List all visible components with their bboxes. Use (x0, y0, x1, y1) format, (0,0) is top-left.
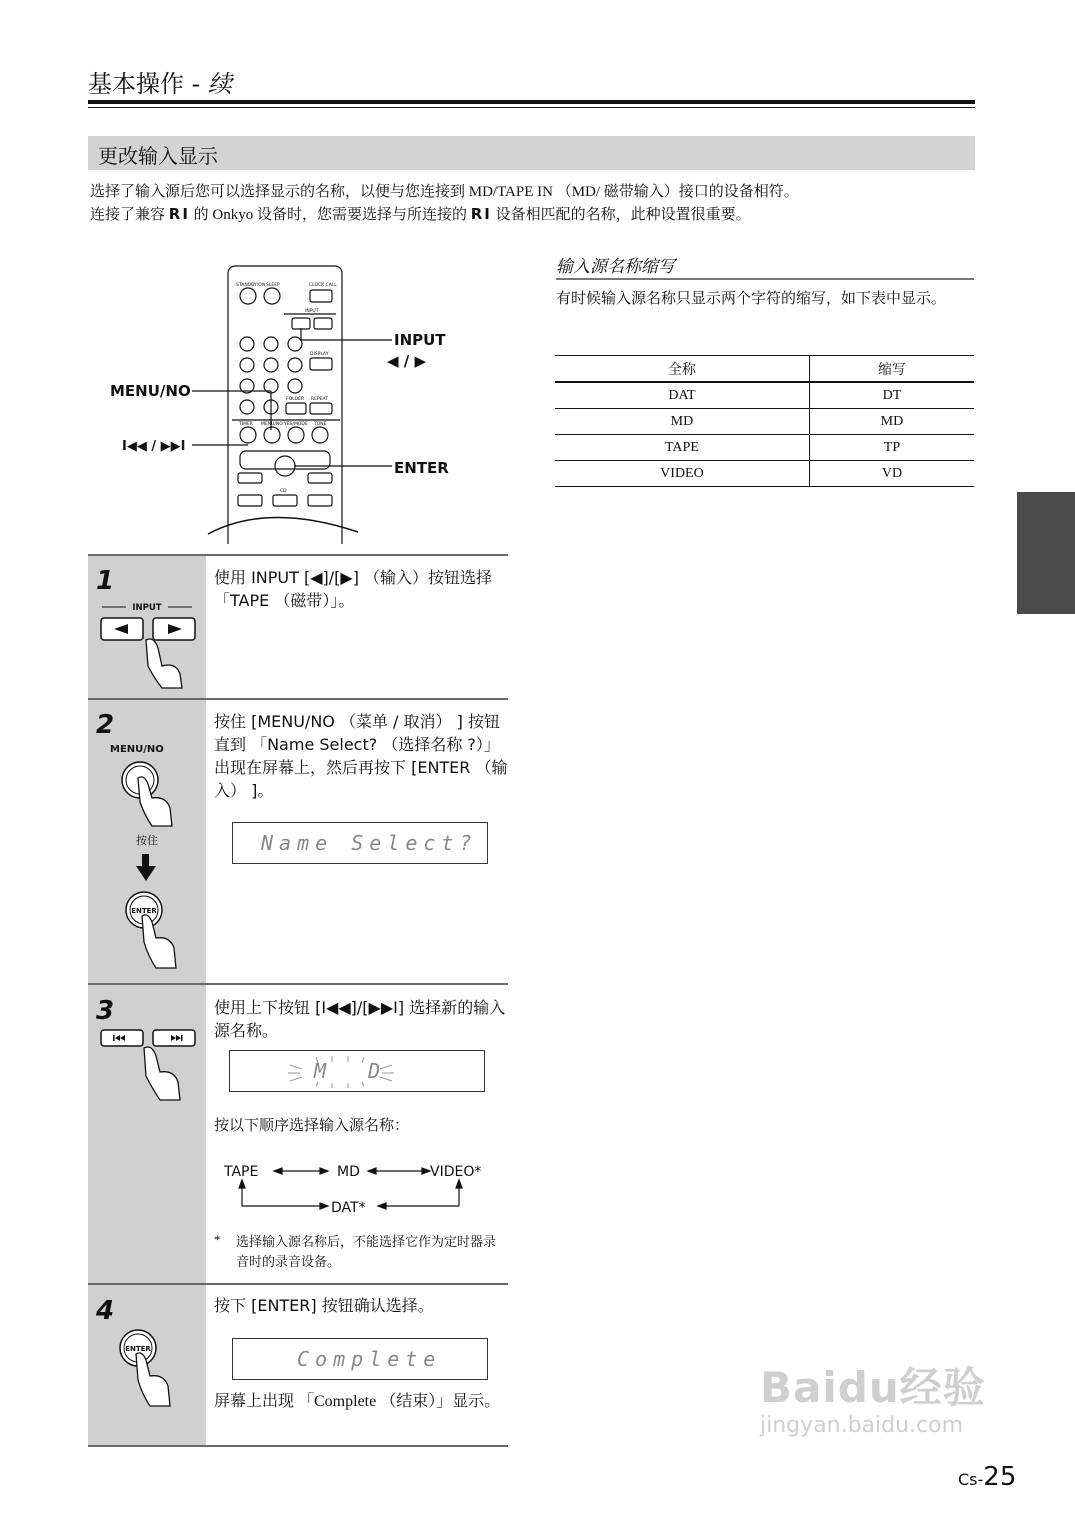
step4-text: 按下 [ENTER] 按钮确认选择。 (214, 1296, 434, 1315)
key-repeat: REPEAT (311, 397, 329, 402)
abbr-header-short: 缩写 (809, 356, 974, 383)
abbr-desc: 有时候输入源名称只显示两个字符的缩写，如下表中显示。 (556, 291, 947, 307)
abbr-table (555, 355, 974, 487)
lcd-display (229, 1050, 485, 1092)
lcd-display (232, 822, 488, 864)
table-row (555, 409, 974, 435)
step2-label: MENU/NO (110, 744, 164, 755)
abbr-header-row (555, 356, 974, 383)
footnote-mark: * (214, 1232, 221, 1247)
label-input-arrows: ◀ / ▶ (387, 352, 426, 370)
header-rule-thin (88, 107, 975, 108)
table-cell: TAPE (555, 435, 809, 461)
sequence-diagram (218, 1156, 508, 1220)
page-header (88, 64, 232, 99)
label-enter: ENTER (394, 459, 449, 477)
key-tone: TONE (314, 422, 327, 427)
side-tab (1017, 492, 1075, 614)
ri-logo-2: RI (470, 205, 492, 223)
key-folder: FOLDER (286, 397, 305, 402)
intro-line-2 (90, 203, 751, 224)
step1-number: 1 (96, 566, 115, 596)
watermark-url: jingyan.baidu.com (760, 1413, 964, 1438)
remote-illustration (108, 262, 458, 544)
step3-order-text: 按以下顺序选择输入源名称： (214, 1116, 410, 1134)
label-menu: MENU/NO (110, 382, 191, 400)
table-cell: MD (809, 409, 974, 435)
step3-text: 使用上下按钮 [I◀◀]/[▶▶I] 选择新的输入源名称。 (214, 998, 506, 1040)
key-standby: STANDBY/ON (236, 283, 266, 288)
key-cd: CD (280, 489, 287, 494)
step3-note: 选择输入源名称后，不能选择它作为定时器录音时的录音设备。 (236, 1234, 497, 1269)
ri-logo: RI (168, 205, 190, 223)
seq-video: VIDEO* (430, 1164, 482, 1180)
page-num: 25 (983, 1462, 1017, 1492)
section-title: 更改输入显示 (98, 144, 218, 168)
watermark-brand: Baidu经验 (760, 1363, 986, 1412)
table-cell: DT (809, 382, 974, 409)
step3-number: 3 (96, 996, 115, 1026)
table-cell: VD (809, 461, 974, 487)
table-cell: DAT (555, 382, 809, 409)
label-skip: I◀◀ / ▶▶I (122, 439, 186, 454)
step4-after: 屏幕上出现 「Complete （结束）」显示。 (214, 1393, 501, 1410)
step4-number: 4 (96, 1296, 115, 1326)
key-display: DISPLAY (310, 352, 329, 357)
header-rule-thick (88, 100, 975, 104)
table-row (555, 382, 974, 409)
table-cell: MD (555, 409, 809, 435)
key-input: INPUT (305, 309, 319, 314)
step3-skip-graphic (96, 1026, 200, 1102)
step1-text: 使用 INPUT [◀]/[▶] （输入）按钮选择 「TAPE （磁带）」。 (214, 568, 493, 610)
abbr-rule (556, 278, 974, 280)
enter-button-hand-icon (120, 888, 190, 970)
seq-dat: DAT* (331, 1200, 366, 1216)
lcd-text: M D (314, 1059, 387, 1083)
seq-tape: TAPE (224, 1164, 259, 1180)
intro-2b: 的 Onkyo 设备时，您需要选择与所连接的 (189, 207, 471, 223)
step1-label: INPUT (132, 603, 162, 613)
enter-button-hand-icon (116, 1326, 186, 1408)
lcd-display (232, 1338, 488, 1380)
intro-line-1: 选择了输入源后您可以选择显示的名称，以便与您连接到 MD/TAPE IN （MD/ 磁带输入）接口的设备相符。 (90, 184, 799, 200)
watermark (760, 1355, 986, 1438)
header-sep: - (184, 70, 208, 98)
key-yes-mode: YES/MODE (284, 422, 308, 427)
page-prefix: Cs- (958, 1470, 984, 1489)
abbr-title: 输入源名称缩写 (556, 257, 675, 277)
lcd-text: Complete (297, 1347, 442, 1371)
step2-hold: 按住 (136, 834, 158, 847)
page-number (958, 1462, 1016, 1492)
seq-md: MD (337, 1164, 360, 1180)
step2-number: 2 (96, 710, 115, 740)
label-input: INPUT (394, 331, 446, 349)
table-cell: TP (809, 435, 974, 461)
table-cell: VIDEO (555, 461, 809, 487)
key-sleep: SLEEP (266, 283, 280, 288)
menu-button-hand-icon (114, 758, 184, 828)
step1-input-graphic (96, 596, 200, 692)
step-rule (88, 1445, 508, 1447)
key-clock: CLOCK CALL (309, 283, 337, 288)
section-bar (88, 136, 975, 170)
step4-enter-label: ENTER (125, 1345, 151, 1353)
key-menu-no: MENU/NO (261, 422, 283, 427)
step2-text: 按住 [MENU/NO （菜单 / 取消） ] 按钮直到 「Name Select? （选择名称 ?）」出现在屏幕上，然后再按下 [ENTER （输入） ]。 (214, 712, 508, 800)
header-title: 基本操作 (88, 70, 184, 98)
table-row (555, 461, 974, 487)
intro-2a: 连接了兼容 (90, 207, 169, 223)
table-row (555, 435, 974, 461)
key-timer: TIMER (239, 422, 253, 427)
header-sub: 续 (207, 70, 232, 98)
lcd-text: Name Select? (261, 831, 478, 855)
intro-2c: 设备相匹配的名称，此种设置很重要。 (491, 207, 751, 223)
abbr-header-full: 全称 (555, 356, 809, 383)
step2-enter-label: ENTER (131, 907, 157, 915)
down-arrow-icon (136, 854, 156, 882)
